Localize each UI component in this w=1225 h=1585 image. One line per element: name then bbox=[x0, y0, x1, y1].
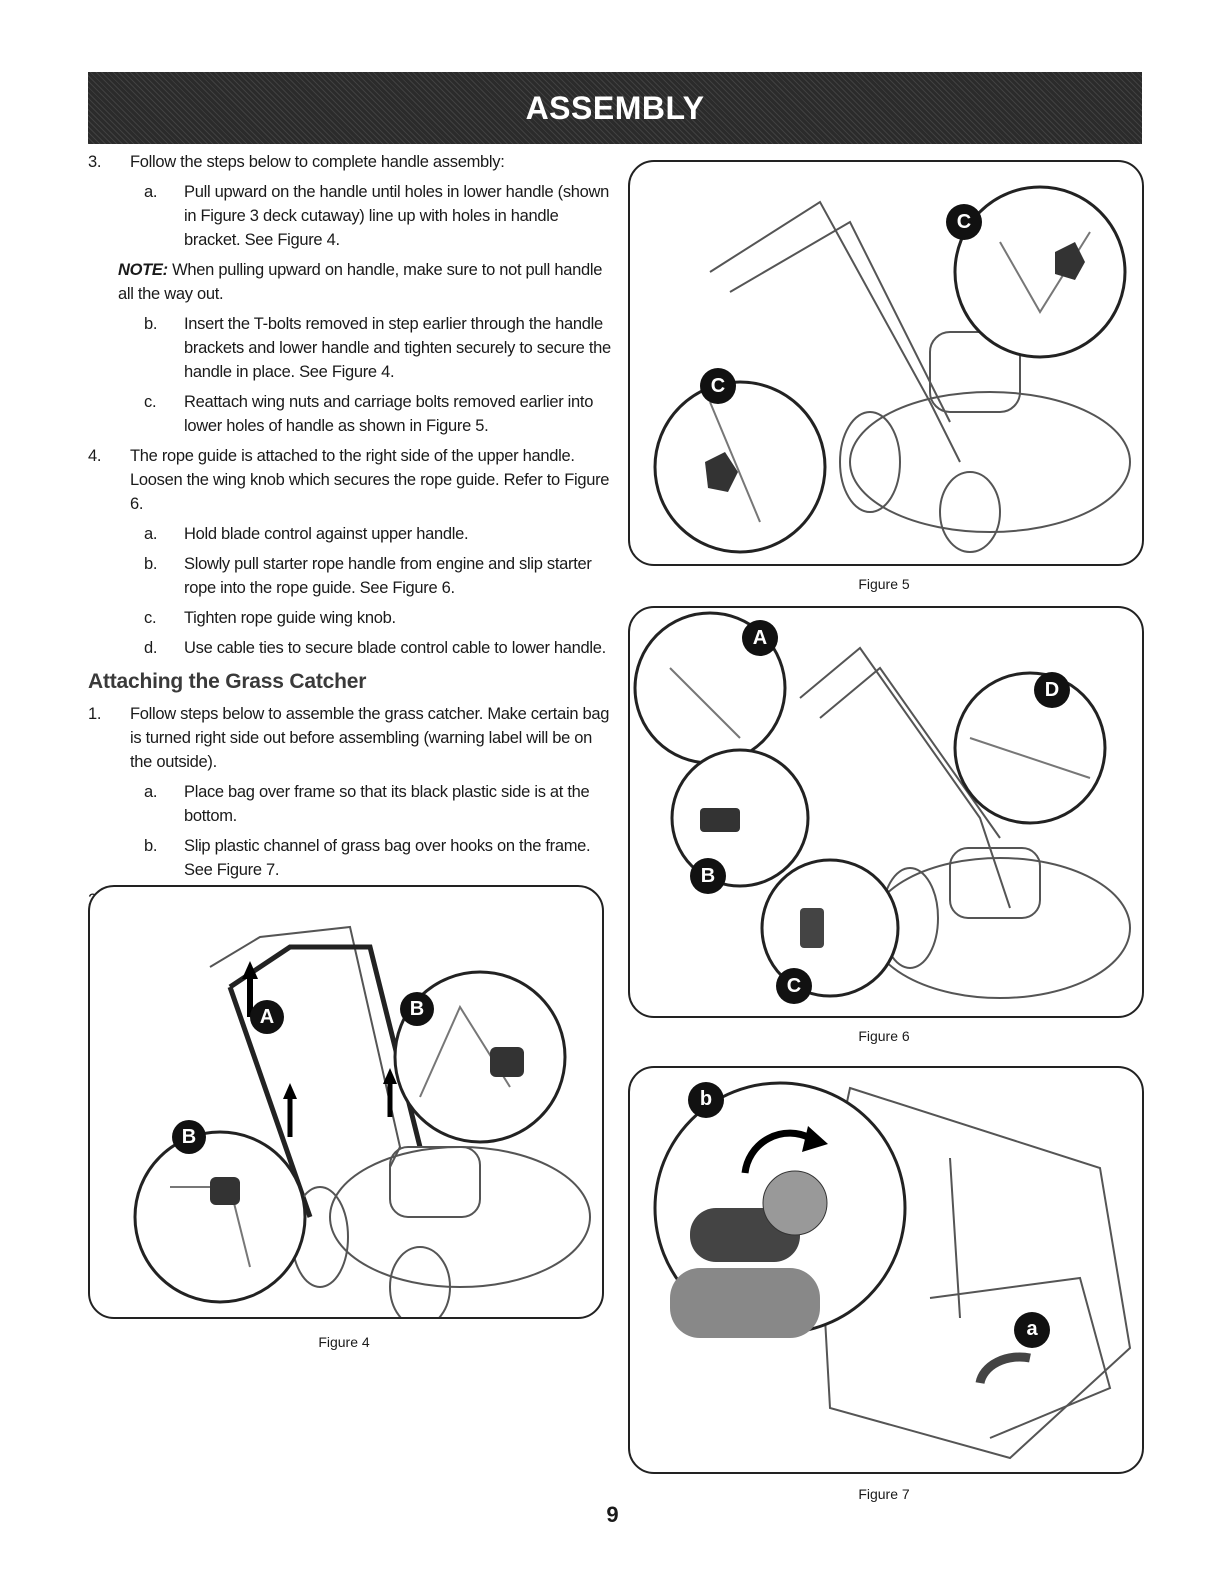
step-3c bbox=[88, 390, 613, 438]
figure-6-caption: Figure 6 bbox=[858, 1028, 910, 1044]
step-number: 1. bbox=[88, 705, 102, 723]
figure4-callout-b-closeup: B bbox=[172, 1120, 206, 1154]
substep-letter: b. bbox=[144, 555, 158, 573]
substep-text: Use cable ties to secure blade control cable to lower handle. bbox=[184, 639, 606, 657]
mower-illustration bbox=[630, 608, 1142, 1016]
note-text: When pulling upward on handle, make sure to not pull handle all the way out. bbox=[118, 261, 603, 303]
figure7-callout-a: a bbox=[1014, 1312, 1050, 1348]
step-3a bbox=[88, 180, 613, 252]
figure4-callout-b-detail: B bbox=[400, 992, 434, 1026]
figure5-callout-c-bottom: C bbox=[700, 368, 736, 404]
note bbox=[88, 258, 613, 306]
substep-text: Hold blade control against upper handle. bbox=[184, 525, 469, 543]
substep-text: Insert the T-bolts removed in step earlier through the handle brackets and lower handle and tighten securely to secure the handle in place. See Figure 4. bbox=[184, 315, 611, 381]
figure6-callout-a: A bbox=[742, 620, 778, 656]
note-label: NOTE: bbox=[118, 261, 168, 279]
substep-text: Tighten rope guide wing knob. bbox=[184, 609, 396, 627]
step-number: 4. bbox=[88, 447, 102, 465]
grass-bag-illustration bbox=[630, 1068, 1142, 1472]
step-4c bbox=[88, 606, 613, 630]
step-text: Follow the steps below to complete handle assembly: bbox=[130, 153, 505, 171]
page-title: ASSEMBLY bbox=[525, 89, 705, 126]
substep-text: Pull upward on the handle until holes in lower handle (shown in Figure 3 deck cutaway) line up with holes in handle bracket. See Figure 4. bbox=[184, 183, 610, 249]
catcher-step-1a bbox=[88, 780, 613, 828]
figure-5-caption: Figure 5 bbox=[858, 576, 910, 592]
step-text: The rope guide is attached to the right side of the upper handle. Loosen the wing knob which secures the rope guide. Refer to Figure 6. bbox=[130, 447, 610, 513]
substep-text: Slowly pull starter rope handle from engine and slip starter rope into the rope guide. See Figure 6. bbox=[184, 555, 592, 597]
figure4-callout-a: A bbox=[250, 1000, 284, 1034]
section-banner bbox=[88, 72, 1142, 144]
step-text: Follow steps below to assemble the grass catcher. Make certain bag is turned right side out before assembling (warning label will be on the outside). bbox=[130, 705, 610, 771]
substep-letter: b. bbox=[144, 837, 158, 855]
figure-7-caption: Figure 7 bbox=[858, 1486, 910, 1502]
step-3 bbox=[88, 150, 613, 174]
figure5-callout-c-top: C bbox=[946, 204, 982, 240]
figure-5 bbox=[628, 160, 1144, 566]
substep-text: Slip plastic channel of grass bag over hooks on the frame. See Figure 7. bbox=[184, 837, 591, 879]
section-heading: Attaching the Grass Catcher bbox=[88, 670, 367, 693]
substep-text: Place bag over frame so that its black plastic side is at the bottom. bbox=[184, 783, 590, 825]
mower-illustration bbox=[90, 887, 602, 1317]
step-4d bbox=[88, 636, 613, 660]
step-number: 3. bbox=[88, 153, 102, 171]
substep-letter: d. bbox=[144, 639, 158, 657]
figure7-callout-b: b bbox=[688, 1082, 724, 1118]
figure-4 bbox=[88, 885, 604, 1319]
mower-illustration bbox=[630, 162, 1142, 564]
catcher-step-1 bbox=[88, 702, 613, 774]
page-number: 9 bbox=[606, 1502, 619, 1527]
substep-letter: b. bbox=[144, 315, 158, 333]
step-4a bbox=[88, 522, 613, 546]
step-4b bbox=[88, 552, 613, 600]
substep-letter: c. bbox=[144, 609, 157, 627]
figure-7 bbox=[628, 1066, 1144, 1474]
catcher-step-1b bbox=[88, 834, 613, 882]
substep-letter: c. bbox=[144, 393, 157, 411]
step-3b bbox=[88, 312, 613, 384]
figure6-callout-d: D bbox=[1034, 672, 1070, 708]
figure6-callout-c: C bbox=[776, 968, 812, 1004]
figure-4-caption: Figure 4 bbox=[318, 1334, 370, 1350]
instructions-column bbox=[88, 150, 613, 948]
figure6-callout-b: B bbox=[690, 858, 726, 894]
substep-text: Reattach wing nuts and carriage bolts removed earlier into lower holes of handle as shown in Figure 5. bbox=[184, 393, 594, 435]
step-4 bbox=[88, 444, 613, 516]
substep-letter: a. bbox=[144, 525, 158, 543]
substep-letter: a. bbox=[144, 783, 158, 801]
substep-letter: a. bbox=[144, 183, 158, 201]
figure-6 bbox=[628, 606, 1144, 1018]
